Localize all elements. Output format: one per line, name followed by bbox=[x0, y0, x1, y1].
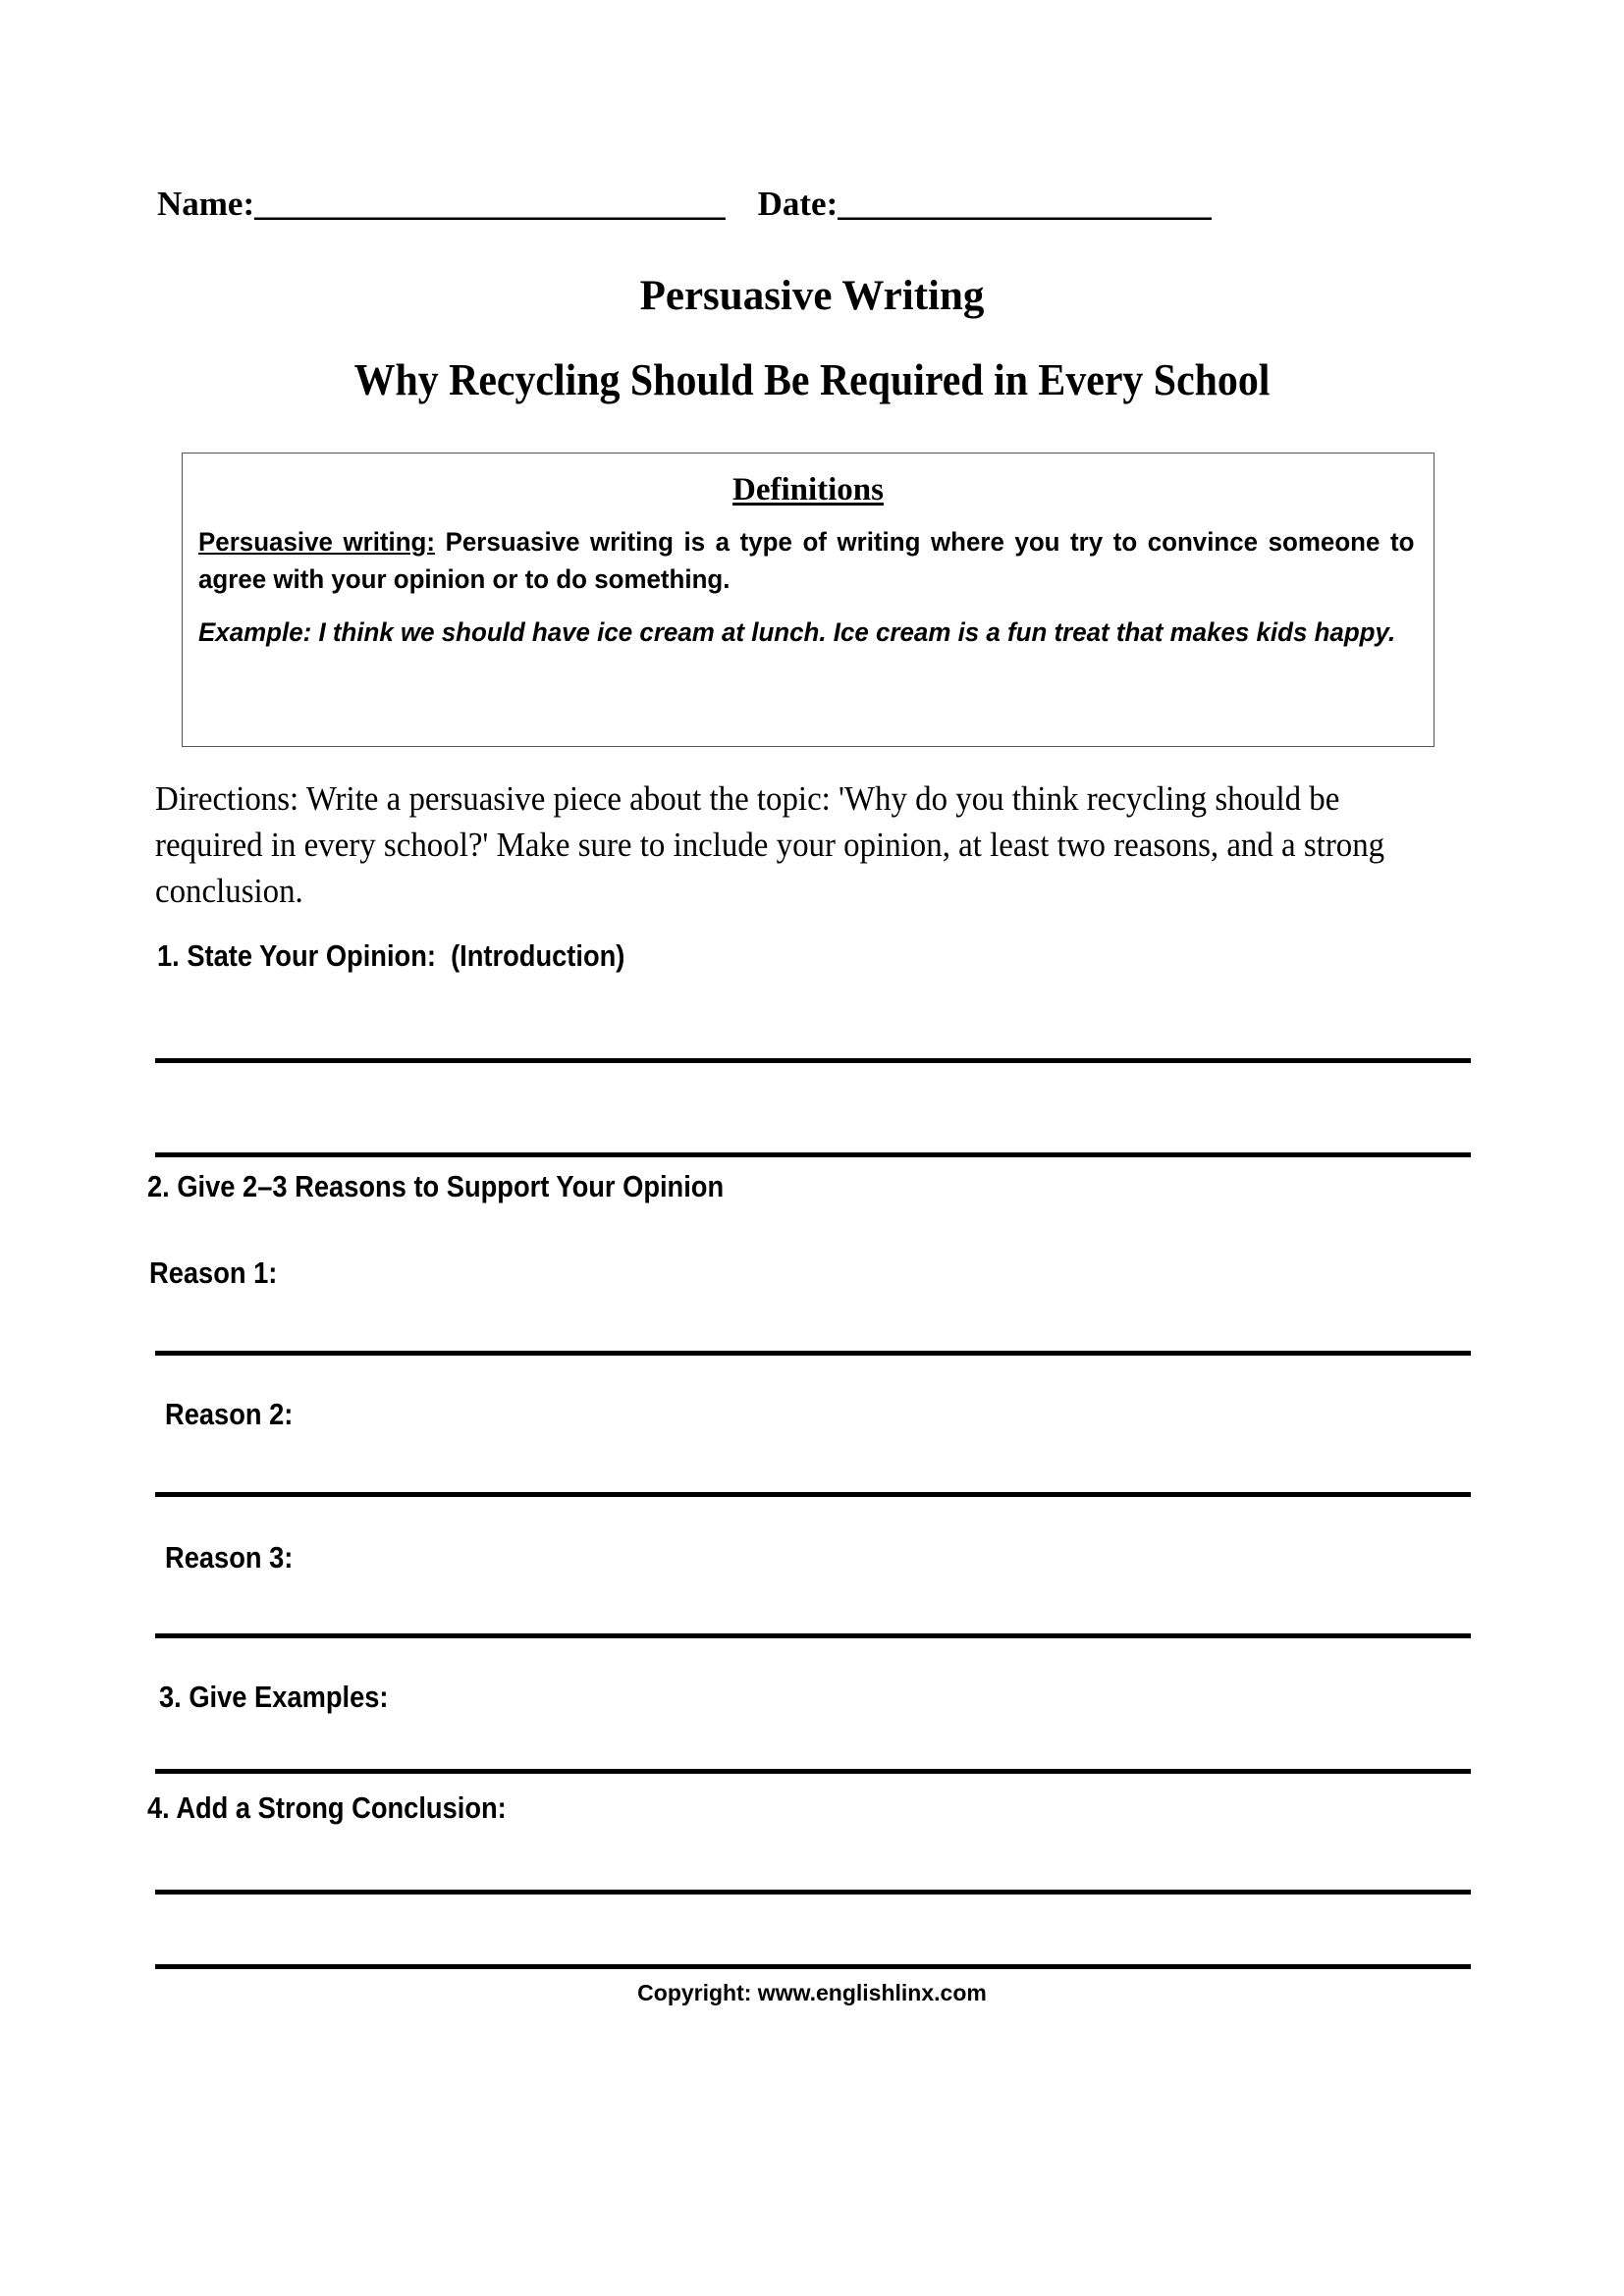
write-line-conclusion-2[interactable] bbox=[155, 1964, 1471, 1969]
section-heading-reason-1: Reason 1: bbox=[149, 1255, 278, 1290]
write-line-conclusion-1[interactable] bbox=[155, 1890, 1471, 1895]
write-line-opinion-1[interactable] bbox=[155, 1058, 1471, 1063]
page-title: Persuasive Writing bbox=[639, 273, 985, 319]
write-line-examples[interactable] bbox=[155, 1769, 1471, 1774]
write-line-reason-3[interactable] bbox=[155, 1633, 1471, 1638]
date-label: Date: bbox=[757, 185, 839, 223]
copyright-footer: Copyright: www.englishlinx.com bbox=[637, 1980, 987, 2005]
definitions-heading: Definitions bbox=[731, 472, 884, 507]
definition-term: Persuasive writing: bbox=[198, 527, 436, 557]
name-label: Name: bbox=[157, 185, 255, 223]
page-subtitle: Why Recycling Should Be Required in Every School bbox=[353, 355, 1271, 404]
definition-example: Example: I think we should have ice cream at lunch. Ice cream is a fun treat that makes kids happy. bbox=[198, 617, 1396, 647]
date-write-line[interactable]: _______________________ bbox=[838, 185, 1211, 223]
definition-text: Persuasive writing is a type of writing where you try to convince someone to agree with your opinion or to do something. bbox=[198, 527, 1415, 594]
write-line-reason-1[interactable] bbox=[155, 1351, 1471, 1356]
section-heading-reason-2: Reason 2: bbox=[165, 1397, 294, 1431]
write-line-reason-2[interactable] bbox=[155, 1492, 1471, 1497]
section-heading-examples: 3. Give Examples: bbox=[159, 1680, 389, 1714]
section-heading-opinion: 1. State Your Opinion: (Introduction) bbox=[157, 938, 625, 973]
definitions-box bbox=[182, 453, 1435, 747]
write-line-opinion-2[interactable] bbox=[155, 1152, 1471, 1157]
section-heading-reasons: 2. Give 2–3 Reasons to Support Your Opinion bbox=[147, 1169, 725, 1203]
name-date-row bbox=[157, 183, 1434, 230]
name-write-line[interactable]: _____________________________ bbox=[254, 185, 725, 223]
section-heading-reason-3: Reason 3: bbox=[165, 1540, 294, 1575]
section-heading-conclusion: 4. Add a Strong Conclusion: bbox=[147, 1790, 507, 1825]
definitions-body bbox=[198, 523, 1414, 598]
directions-paragraph: Directions: Write a persuasive piece about the topic: 'Why do you think recycling should be required in every school?' Make sure to include your opinion, at least two reasons, and a strong conclusion. bbox=[155, 779, 1385, 910]
